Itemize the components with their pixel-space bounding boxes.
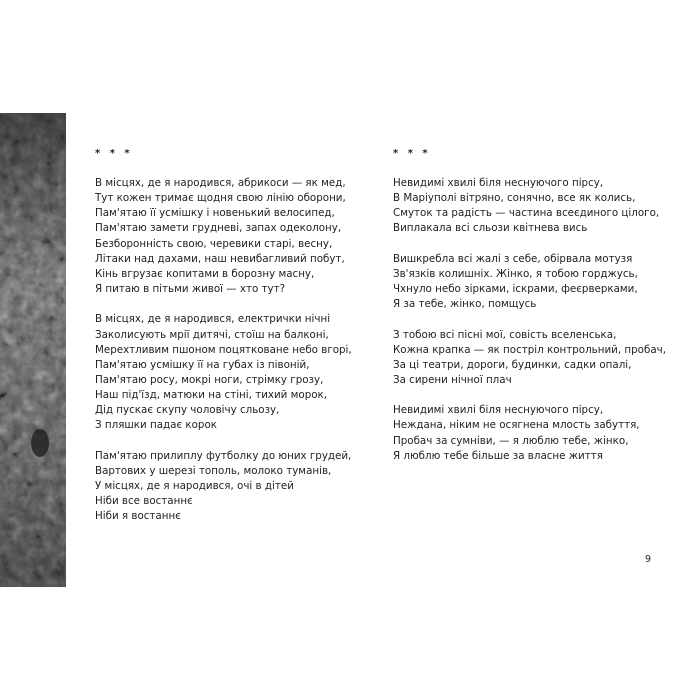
left-stanza-1 [95, 176, 352, 297]
poem-line: Ніби все востаннє [95, 495, 193, 508]
poem-line: Наш під'їзд, матюки на стіні, тихий морок, [95, 389, 328, 402]
poem-line: Вартових у шерезі тополь, молоко туманів, [95, 464, 332, 477]
right-poem [393, 146, 666, 464]
poem-line: З тобою всі пісні мої, совість вселенська, [393, 328, 617, 341]
right-stanza-3 [393, 328, 666, 389]
poem-line: Пам'ятаю її усмішку і новенький велосипед, [95, 207, 335, 220]
poem-line: В Маріуполі вітряно, сонячно, все як колись, [393, 192, 636, 205]
poem-line: Нежданa, ніким не осягнена млость забуття, [393, 419, 640, 432]
poem-line: Чхнуло небо зірками, іскрами, феєрверками, [393, 283, 638, 296]
poem-line: Я питаю в пітьми живої — хто тут? [95, 283, 286, 296]
poem-line: З пляшки падає корок [95, 419, 217, 432]
poem-line: Пам'ятаю прилиплу футболку до юних грудей, [95, 449, 352, 462]
poem-line: За ці театри, дороги, будинки, садки опалі, [393, 358, 632, 371]
poem-line: Пам'ятаю замети грудневі, запах одеколону, [95, 222, 342, 235]
right-stanza-1 [393, 176, 666, 237]
poem-line: Ніби я востаннє [95, 510, 181, 523]
page-number: 9 [645, 554, 652, 565]
left-stanza-2 [95, 312, 352, 433]
poem-line: Я люблю тебе більше за власне життя [393, 449, 603, 462]
poem-line: Невидимі хвилі біля неснуючого пірсу, [393, 177, 604, 189]
poem-line: Пам'ятаю росу, мокрі ноги, стрімку грозу, [95, 374, 324, 387]
poem-line: Смуток та радість — частина всеєдиного цілого, [393, 207, 660, 220]
poem-line: Дід пускає скупу чоловічу сльозу, [95, 404, 280, 417]
poem-line: Вишкребла всі жалі з себе, обірвала мотузя [393, 252, 633, 265]
right-poem-asterism: * * * [393, 148, 431, 159]
poem-line: Тут кожен тримає щодня свою лінію оборони, [95, 192, 346, 205]
poem-line: Кінь вгрузає копитами в борозну масну, [95, 267, 315, 280]
poem-line: Пам'ятаю усмішку її на губах із півоній, [95, 358, 310, 371]
left-poem [95, 146, 352, 525]
left-stanza-3 [95, 449, 352, 525]
poem-line: Зв'язків колишніх. Жінко, я тобою горджусь, [393, 267, 638, 280]
poem-line: Невидимі хвилі біля неснуючого пірсу, [393, 404, 604, 417]
poem-line: Я за тебе, жінко, помщусь [393, 298, 537, 311]
poem-line: В місцях, де я народився, електрички нічні [95, 313, 331, 326]
poem-line: Пробач за сумніви, — я люблю тебе, жінко, [393, 434, 629, 447]
right-stanza-2 [393, 252, 666, 313]
left-poem-asterism: * * * [95, 148, 133, 159]
poem-line: Кожна крапка — як постріл контрольний, пробач, [393, 343, 666, 356]
poem-line: Безборонність свою, черевики старі, весну, [95, 237, 333, 250]
poem-line: Літаки над дахами, наш невибагливий побут, [95, 252, 345, 265]
poem-line: У місцях, де я народився, очі в дітей [95, 480, 294, 493]
poem-line: Заколисують мрії дитячі, стоїш на балконі, [95, 328, 329, 341]
right-stanza-4 [393, 403, 666, 464]
photo-edge-image [0, 113, 66, 587]
poem-line: За сирени нічної плач [393, 374, 512, 386]
poem-line: Мерехтливим пшоном поцятковане небо вгорі, [95, 343, 352, 356]
poem-line: В місцях, де я народився, абрикоси — як мед, [95, 177, 346, 189]
poem-line: Виплакала всі сльози квітнева вись [393, 222, 588, 235]
